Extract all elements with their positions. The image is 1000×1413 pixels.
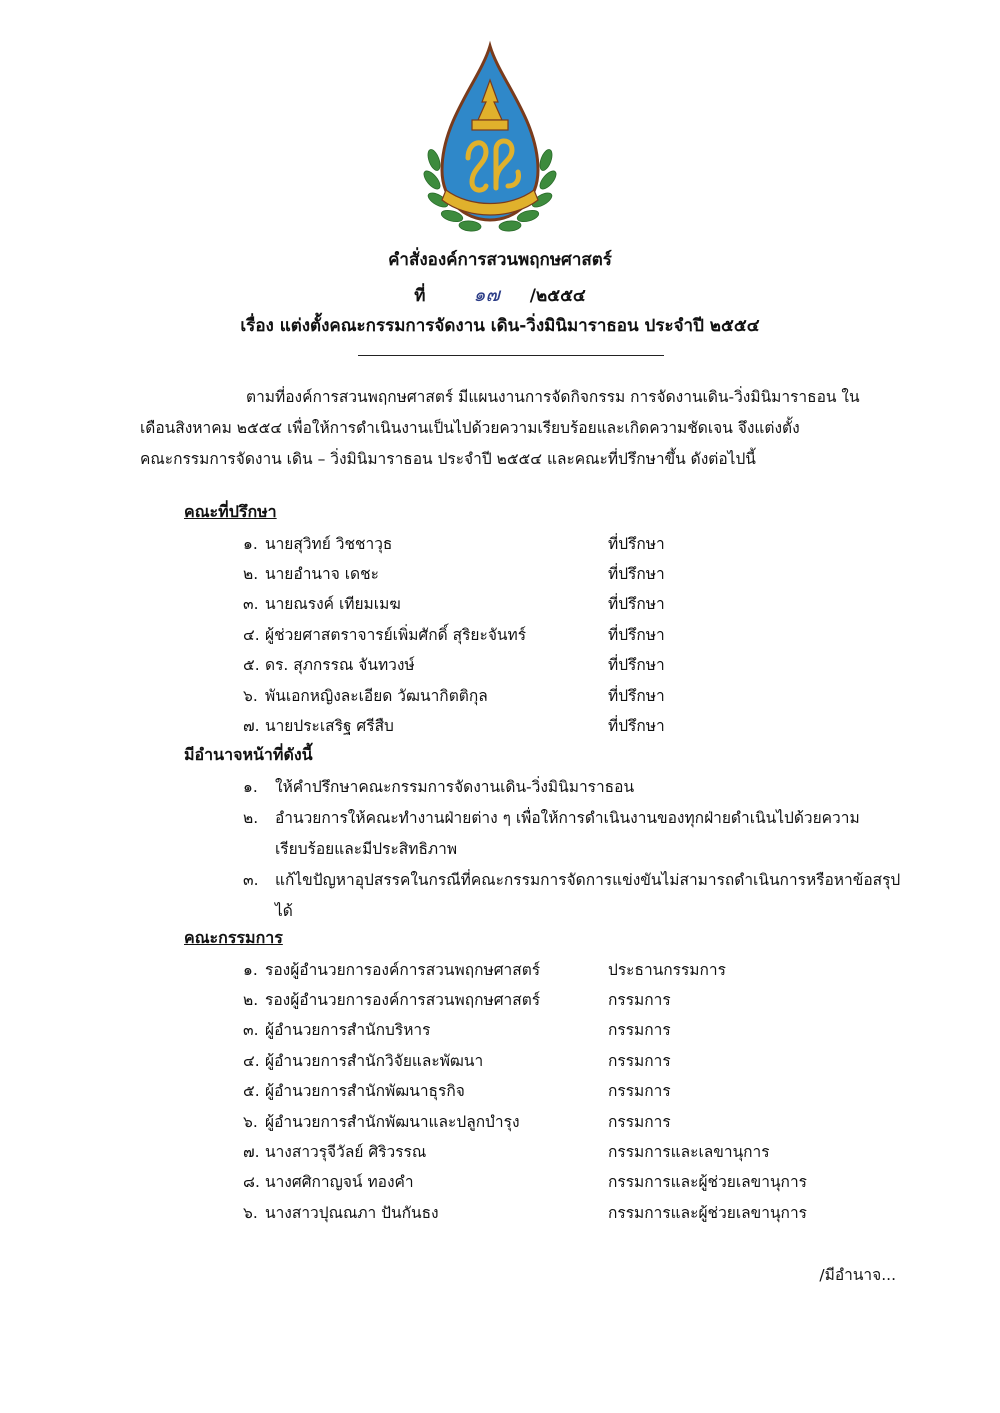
member-name: ผู้อำนวยการสำนักบริหาร: [265, 1021, 431, 1040]
list-item: [243, 772, 903, 803]
member-name: รองผู้อำนวยการองค์การสวนพฤกษศาสตร์: [265, 960, 541, 979]
item-number: ๓.: [243, 1021, 259, 1040]
member-name: รองผู้อำนวยการองค์การสวนพฤกษศาสตร์: [265, 991, 541, 1010]
member-name: นางศศิกาญจน์ ทองคำ: [265, 1173, 414, 1192]
list-item: [243, 619, 863, 649]
handwritten-number: ๑๗: [473, 284, 500, 306]
item-number: ๑.: [243, 960, 258, 979]
member-role: ที่ปรึกษา: [608, 686, 665, 705]
member-role: กรรมการ: [608, 1021, 671, 1040]
member-role: ที่ปรึกษา: [608, 717, 665, 736]
member-name: พันเอกหญิงละเอียด วัฒนากิตติกุล: [265, 686, 488, 705]
list-item: [243, 1015, 863, 1045]
list-item: [243, 589, 863, 619]
member-name: นายณรงค์ เทียมเมฆ: [265, 595, 401, 614]
item-number: ๔.: [243, 625, 260, 644]
member-role: กรรมการ: [608, 1082, 671, 1101]
duty-text: อำนวยการให้คณะทำงานฝ่ายต่าง ๆ เพื่อให้การดำเนินงานของทุกฝ่ายดำเนินไปด้วยความเรียบร้อยและมีประสิทธิภาพ: [275, 809, 860, 858]
item-number: ๖.: [243, 1203, 258, 1222]
list-item: [243, 803, 903, 865]
intro-paragraph: [140, 382, 902, 475]
item-number: ๒.: [243, 565, 259, 584]
intro-line: คณะกรรมการจัดงาน เดิน – วิ่งมินิมาราธอน ประจำปี ๒๕๕๔ และคณะที่ปรึกษาขึ้น ดังต่อไปนี้: [140, 450, 756, 468]
list-item: [243, 1076, 863, 1106]
list-item: [243, 1197, 863, 1227]
member-name: ผู้อำนวยการสำนักพัฒนาและปลูกบำรุง: [265, 1112, 520, 1131]
committee-heading: คณะกรรมการ: [184, 928, 283, 947]
duties-list: [243, 772, 903, 927]
list-item: [243, 710, 863, 740]
botanical-garden-emblem-icon: [420, 40, 560, 240]
member-name: ผู้อำนวยการสำนักพัฒนาธุรกิจ: [265, 1082, 465, 1101]
item-number: ๖.: [243, 686, 258, 705]
item-number: ๗.: [243, 717, 260, 736]
item-number: ๑.: [243, 778, 258, 796]
item-number: ๒.: [243, 991, 259, 1010]
number-year: /๒๕๕๔: [529, 286, 586, 306]
item-number: ๕.: [243, 656, 260, 675]
item-number: ๓.: [243, 871, 259, 889]
list-item: [243, 984, 863, 1014]
list-item: [243, 650, 863, 680]
item-number: ๖.: [243, 1112, 258, 1131]
header-divider: [358, 355, 664, 356]
member-role: กรรมการและผู้ช่วยเลขานุการ: [608, 1203, 807, 1222]
item-number: ๕.: [243, 1082, 260, 1101]
duty-text: ให้คำปรึกษาคณะกรรมการจัดงานเดิน-วิ่งมินิมาราธอน: [275, 778, 635, 796]
member-name: ดร. สุภกรรณ จันทวงษ์: [265, 656, 415, 675]
member-name: ผู้อำนวยการสำนักวิจัยและพัฒนา: [265, 1051, 484, 1070]
member-role: กรรมการ: [608, 991, 671, 1010]
list-item: [243, 680, 863, 710]
item-number: ๑.: [243, 534, 258, 553]
member-role: ประธานกรรมการ: [608, 960, 726, 979]
list-item: [243, 1136, 863, 1166]
member-role: กรรมการและผู้ช่วยเลขานุการ: [608, 1173, 807, 1192]
member-name: นายอำนาจ เดชะ: [265, 565, 379, 584]
item-number: ๒.: [243, 809, 259, 827]
member-role: ที่ปรึกษา: [608, 565, 665, 584]
list-item: [243, 558, 863, 588]
member-name: นางสาวรุจีวัลย์ ศิริวรรณ: [265, 1143, 427, 1162]
member-name: ผู้ช่วยศาสตราจารย์เพิ่มศักดิ์ สุริยะจันทร์: [265, 625, 527, 644]
list-item: [243, 865, 903, 927]
member-role: กรรมการและเลขานุการ: [608, 1143, 770, 1162]
list-item: [243, 954, 863, 984]
member-role: ที่ปรึกษา: [608, 656, 665, 675]
item-number: ๔.: [243, 1051, 260, 1070]
order-number: [0, 280, 1000, 310]
member-role: กรรมการ: [608, 1112, 671, 1131]
item-number: ๘.: [243, 1173, 260, 1192]
intro-line: เดือนสิงหาคม ๒๕๕๔ เพื่อให้การดำเนินงานเป็นไปด้วยความเรียบร้อยและเกิดความชัดเจน จึงแต่งตั้ง: [140, 419, 800, 437]
member-name: นายประเสริฐ ศรีสืบ: [265, 717, 394, 736]
duties-heading: มีอำนาจหน้าที่ดังนี้: [184, 745, 313, 764]
member-role: ที่ปรึกษา: [608, 534, 665, 553]
list-item: [243, 1167, 863, 1197]
advisors-list: [243, 528, 863, 741]
member-name: นายสุวิทย์ วิชชาวุธ: [265, 534, 393, 553]
member-role: ที่ปรึกษา: [608, 595, 665, 614]
member-role: กรรมการ: [608, 1051, 671, 1070]
order-title: คำสั่งองค์การสวนพฤกษศาสตร์: [388, 250, 612, 270]
list-item: [243, 1106, 863, 1136]
item-number: ๗.: [243, 1143, 260, 1162]
committee-list: [243, 954, 863, 1228]
intro-line: ตามที่องค์การสวนพฤกษศาสตร์ มีแผนงานการจัดกิจกรรม การจัดงานเดิน-วิ่งมินิมาราธอน ใน: [246, 388, 860, 406]
list-item: [243, 1045, 863, 1075]
number-label: ที่: [414, 286, 426, 306]
list-item: [243, 528, 863, 558]
member-name: นางสาวปุณณภา ปันกันธง: [265, 1203, 439, 1222]
item-number: ๓.: [243, 595, 259, 614]
member-role: ที่ปรึกษา: [608, 625, 665, 644]
advisors-heading: คณะที่ปรึกษา: [184, 502, 277, 521]
duty-text: แก้ไขปัญหาอุปสรรคในกรณีที่คณะกรรมการจัดการแข่งขันไม่สามารถดำเนินการหรือหาข้อสรุปได้: [275, 871, 901, 920]
order-subject: เรื่อง แต่งตั้งคณะกรรมการจัดงาน เดิน-วิ่งมินิมาราธอน ประจำปี ๒๕๕๔: [240, 316, 760, 336]
continuation-marker: /มีอำนาจ...: [819, 1266, 896, 1284]
